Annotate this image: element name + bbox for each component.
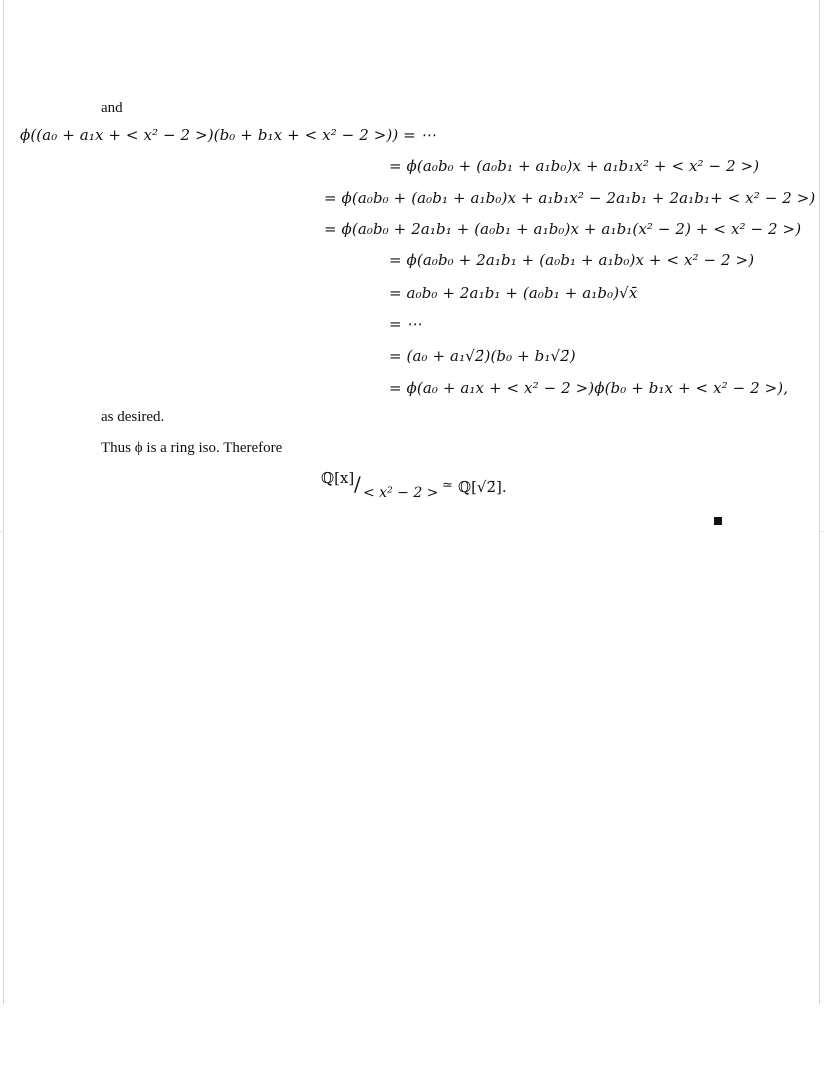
equation-step-2: = ϕ(a₀b₀ + (a₀b₁ + a₁b₀)x + a₁b₁x² − 2a₁b₁ + 2a₁b₁+ < x² − 2 >) bbox=[324, 189, 816, 207]
page-edge-left bbox=[3, 0, 4, 1004]
page-edge-bottom-left bbox=[0, 531, 4, 532]
equation-step-1: = ϕ(a₀b₀ + (a₀b₁ + a₁b₀)x + a₁b₁x² + < x² − 2 >) bbox=[389, 157, 760, 175]
quotient-rhs: ℚ[√2̄]. bbox=[458, 478, 507, 496]
equation-step-8: = ϕ(a₀ + a₁x + < x² − 2 >)ϕ(b₀ + b₁x + < x² − 2 >), bbox=[389, 379, 789, 397]
text-and: and bbox=[101, 100, 123, 116]
equation-step-7: = (a₀ + a₁√2̄)(b₀ + b₁√2̄) bbox=[389, 347, 576, 365]
text-thus-ring-iso: Thus ϕ is a ring iso. Therefore bbox=[101, 440, 283, 456]
equation-step-5: = a₀b₀ + 2a₁b₁ + (a₀b₁ + a₁b₀)√x̄ bbox=[389, 284, 638, 302]
isomorphic-symbol: ≃ bbox=[442, 478, 453, 493]
text-as-desired: as desired. bbox=[101, 409, 165, 425]
page-edge-bottom-right bbox=[819, 531, 824, 532]
quotient-denominator: < x² − 2 > bbox=[363, 485, 439, 501]
quotient-slash: / bbox=[354, 472, 361, 496]
equation-step-3: = ϕ(a₀b₀ + 2a₁b₁ + (a₀b₁ + a₁b₀)x + a₁b₁(x² − 2) + < x² − 2 >) bbox=[324, 220, 802, 238]
equation-main: ϕ((a₀ + a₁x + < x² − 2 >)(b₀ + b₁x + < x² − 2 >)) = ⋯ bbox=[20, 126, 436, 144]
qed-square-icon bbox=[714, 517, 722, 525]
equation-step-4: = ϕ(a₀b₀ + 2a₁b₁ + (a₀b₁ + a₁b₀)x + < x² − 2 >) bbox=[389, 251, 755, 269]
page-edge-right bbox=[819, 0, 820, 1004]
quotient-numerator: ℚ[x] bbox=[321, 469, 355, 487]
equation-step-6: = ⋯ bbox=[389, 315, 422, 333]
